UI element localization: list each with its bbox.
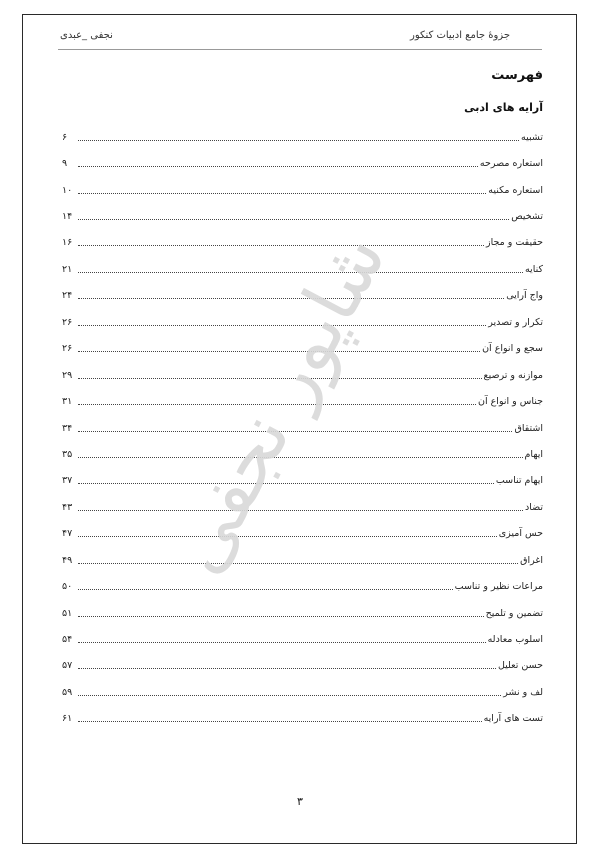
toc-entry-label: واج آرایی bbox=[506, 290, 543, 302]
toc-entry-label: حسن تعلیل bbox=[497, 660, 543, 672]
toc-entry-page: ۵۹ bbox=[62, 686, 73, 698]
toc-entry[interactable] bbox=[62, 309, 543, 335]
toc-entry-page: ۳۵ bbox=[62, 448, 73, 460]
toc-title: فهرست bbox=[491, 68, 543, 83]
dot-leader bbox=[78, 378, 482, 379]
dot-leader bbox=[78, 721, 482, 722]
toc-entry[interactable] bbox=[62, 600, 543, 626]
toc-entry-page: ۲۶ bbox=[62, 343, 73, 355]
toc-entry[interactable] bbox=[62, 336, 543, 362]
toc-entry-page: ۱۴ bbox=[62, 211, 73, 223]
toc-entry-label: سجع و انواع آن bbox=[482, 343, 543, 355]
toc-entry-page: ۱۰ bbox=[62, 184, 73, 196]
toc-entry-label: تشخیص bbox=[511, 211, 543, 223]
toc-entry-label: تکرار و تصدیر bbox=[488, 316, 543, 328]
watermark-text: شاپور نجفی bbox=[153, 219, 403, 587]
toc-entry-label: ایهام bbox=[524, 448, 543, 460]
toc-entry-page: ۲۹ bbox=[62, 369, 73, 381]
dot-leader bbox=[78, 536, 497, 537]
dot-leader bbox=[78, 272, 523, 273]
dot-leader bbox=[78, 351, 480, 352]
toc-entry-page: ۲۶ bbox=[62, 316, 73, 328]
toc-entry[interactable] bbox=[62, 626, 543, 652]
toc-entry-page: ۹ bbox=[62, 158, 68, 170]
header-author: نجفی _عبدی bbox=[60, 30, 113, 41]
toc-entry-page: ۱۶ bbox=[62, 237, 73, 249]
toc-entry-page: ۳۴ bbox=[62, 422, 73, 434]
toc-entry-label: حقیقت و مجاز bbox=[485, 237, 543, 249]
section-title: آرایه های ادبی bbox=[464, 101, 543, 114]
dot-leader bbox=[78, 457, 523, 458]
toc-entry-label: استعاره مکنیه bbox=[488, 184, 543, 196]
toc-entry[interactable] bbox=[62, 283, 543, 309]
toc-entry-page: ۴۹ bbox=[62, 554, 73, 566]
toc-entry-label: حس آمیزی bbox=[498, 528, 543, 540]
toc-entry[interactable] bbox=[62, 706, 543, 732]
header-rule bbox=[58, 49, 542, 50]
toc-entry[interactable] bbox=[62, 388, 543, 414]
toc-entry-label: استعاره مصرحه bbox=[479, 158, 543, 170]
header-title: جزوهٔ جامع ادبیات کنکور bbox=[410, 30, 510, 41]
dot-leader bbox=[78, 431, 512, 432]
dot-leader bbox=[78, 404, 476, 405]
toc-entry-label: جناس و انواع آن bbox=[478, 396, 543, 408]
toc-entry-page: ۲۱ bbox=[62, 263, 73, 275]
toc-entry[interactable] bbox=[62, 124, 543, 150]
toc-entry[interactable] bbox=[62, 177, 543, 203]
toc-entry[interactable] bbox=[62, 415, 543, 441]
dot-leader bbox=[78, 668, 496, 669]
toc-entry[interactable] bbox=[62, 468, 543, 494]
dot-leader bbox=[78, 642, 486, 643]
toc-entry[interactable] bbox=[62, 494, 543, 520]
toc-entry-label: مراعات نظیر و تناسب bbox=[454, 581, 543, 593]
dot-leader bbox=[78, 193, 486, 194]
toc-entry-page: ۵۷ bbox=[62, 660, 73, 672]
toc-entry-page: ۵۰ bbox=[62, 581, 73, 593]
toc-entry-label: ایهام تناسب bbox=[495, 475, 543, 487]
toc-entry-label: تضاد bbox=[524, 501, 543, 513]
toc-entry-label: موازنه و ترصیع bbox=[483, 369, 543, 381]
dot-leader bbox=[78, 483, 494, 484]
toc-entry[interactable] bbox=[62, 573, 543, 599]
toc-entry-label: اشتقاق bbox=[514, 422, 543, 434]
toc-entry-label: تضمین و تلمیح bbox=[485, 607, 543, 619]
toc-entry-page: ۳۱ bbox=[62, 396, 73, 408]
dot-leader bbox=[78, 589, 453, 590]
dot-leader bbox=[78, 325, 486, 326]
dot-leader bbox=[78, 298, 504, 299]
dot-leader bbox=[78, 166, 478, 167]
toc-entry-label: لف و نشر bbox=[503, 686, 543, 698]
toc-entries bbox=[62, 124, 543, 732]
toc-entry[interactable] bbox=[62, 362, 543, 388]
toc-entry[interactable] bbox=[62, 547, 543, 573]
page-number: ۳ bbox=[297, 795, 303, 808]
toc-entry-page: ۴۳ bbox=[62, 501, 73, 513]
toc-entry-page: ۴۷ bbox=[62, 528, 73, 540]
dot-leader bbox=[78, 245, 484, 246]
toc-entry-page: ۲۴ bbox=[62, 290, 73, 302]
toc-entry[interactable] bbox=[62, 653, 543, 679]
toc-entry-page: ۵۱ bbox=[62, 607, 73, 619]
dot-leader bbox=[78, 219, 509, 220]
dot-leader bbox=[78, 563, 518, 564]
toc-entry-label: اسلوب معادله bbox=[487, 634, 543, 646]
toc-entry-label: تست های آرایه bbox=[483, 713, 543, 725]
toc-entry-page: ۶ bbox=[62, 131, 68, 143]
dot-leader bbox=[78, 140, 519, 141]
toc-entry[interactable] bbox=[62, 256, 543, 282]
dot-leader bbox=[78, 695, 501, 696]
toc-entry-page: ۳۷ bbox=[62, 475, 73, 487]
toc-entry[interactable] bbox=[62, 679, 543, 705]
toc-entry[interactable] bbox=[62, 521, 543, 547]
toc-entry-page: ۶۱ bbox=[62, 713, 73, 725]
toc-entry-page: ۵۴ bbox=[62, 634, 73, 646]
toc-entry[interactable] bbox=[62, 230, 543, 256]
toc-entry-label: تشبیه bbox=[521, 131, 543, 143]
toc-entry-label: کنایه bbox=[524, 263, 543, 275]
dot-leader bbox=[78, 616, 484, 617]
toc-entry[interactable] bbox=[62, 150, 543, 176]
toc-entry[interactable] bbox=[62, 441, 543, 467]
toc-entry-label: اغراق bbox=[520, 554, 543, 566]
toc-entry[interactable] bbox=[62, 203, 543, 229]
dot-leader bbox=[78, 510, 523, 511]
